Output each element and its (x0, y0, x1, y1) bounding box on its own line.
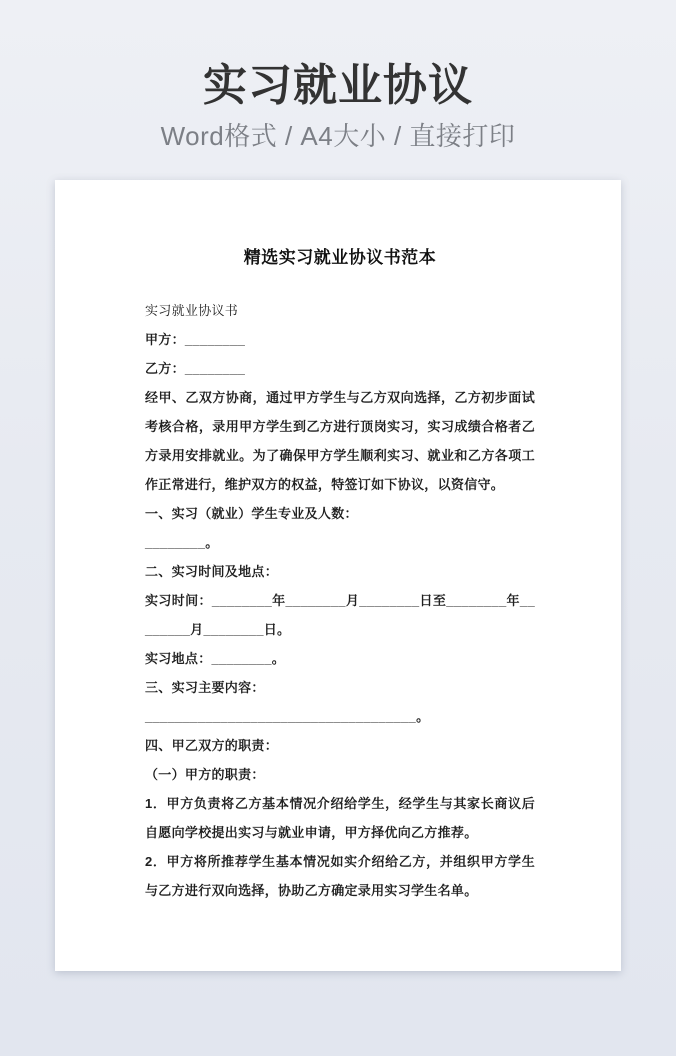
doc-paragraph-party-b-blank: 乙方：________ (145, 360, 246, 376)
doc-paragraph-internship-time: 实习时间：________年________月________日至________年________月________日。 (145, 592, 535, 637)
doc-paragraph-preamble: 经甲、乙双方协商，通过甲方学生与乙方双向选择，乙方初步面试考核合格，录用甲方学生到乙方进行顶岗实习，实习成绩合格者乙方录用安排就业。为了确保甲方学生顺利实习、就业和乙方各项工作正常进行，维护双方的权益，特签订如下协议，以资信守。 (145, 389, 535, 492)
document-body (145, 296, 535, 905)
doc-heading-party-a-duties: （一）甲方的职责： (145, 766, 265, 782)
page-subtitle: Word格式 / A4大小 / 直接打印 (160, 121, 516, 151)
doc-paragraph-duty-2: 2．甲方将所推荐学生基本情况如实介绍给乙方，并组织甲方学生与乙方进行双向选择，协助乙方确定录用实习学生名单。 (145, 853, 535, 898)
doc-paragraph-internship-place: 实习地点：________。 (145, 650, 286, 666)
page-title: 实习就业协议 (203, 61, 473, 110)
doc-paragraph-blank-line: ________。 (145, 534, 219, 550)
doc-paragraph-blank-line: ____________________________________。 (145, 708, 430, 724)
doc-paragraph: 实习就业协议书 (145, 302, 239, 318)
doc-paragraph-duty-1: 1．甲方负责将乙方基本情况介绍给学生，经学生与其家长商议后自愿向学校提出实习与就业申请，甲方择优向乙方推荐。 (145, 795, 535, 840)
document-title: 精选实习就业协议书范本 (243, 247, 437, 267)
doc-paragraph-party-a-blank: 甲方：________ (145, 331, 246, 347)
doc-heading-section-4: 四、甲乙双方的职责： (145, 737, 279, 753)
hero-header (0, 0, 676, 151)
doc-heading-section-2: 二、实习时间及地点： (145, 563, 279, 579)
doc-heading-section-3: 三、实习主要内容： (145, 679, 265, 695)
doc-heading-section-1: 一、实习（就业）学生专业及人数： (145, 505, 358, 521)
document-page-preview (55, 180, 621, 971)
